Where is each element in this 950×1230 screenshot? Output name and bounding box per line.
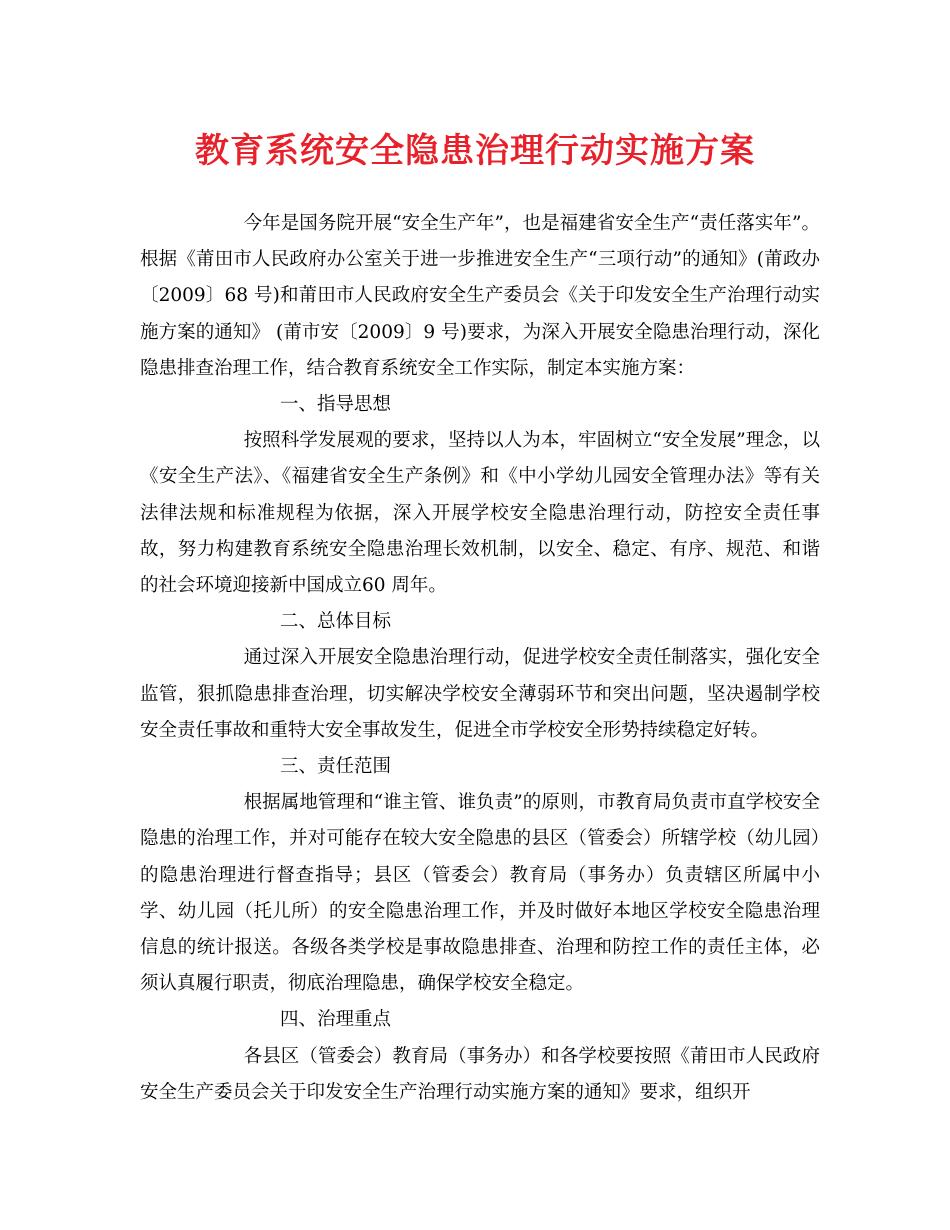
paragraph-intro: 今年是国务院开展“安全生产年”，也是福建省安全生产“责任落实年”。根据《莆田市人民政府办公室关于进一步推进安全生产“三项行动”的通知》(莆政办〔2009〕68 号)和莆田市人民政府安全生产委员会《关于印发安全生产治理行动实施方案的通知》 (莆市安〔2009〕9 号)要求，为深入开展安全隐患治理行动，深化隐患排查治理工作，结合教育系统安全工作实际，制定本实施方案： [140, 213, 820, 379]
paragraph-guiding-ideology: 按照科学发展观的要求，坚持以人为本，牢固树立“安全发展”理念，以《安全生产法》、《福建省安全生产条例》和《中小学幼儿园安全管理办法》等有关法律法规和标准规程为依据，深入开展学校安全隐患治理行动，防控安全责任事故，努力构建教育系统安全隐患治理长效机制，以安全、稳定、有序、规范、和谐的社会环境迎接新中国成立60 周年。 [140, 430, 820, 597]
section-heading-4: 四、治理重点 [280, 1009, 392, 1031]
document-body [140, 206, 820, 1111]
section-heading-1: 一、指导思想 [280, 394, 392, 416]
document-title: 教育系统安全隐患治理行动实施方案 [195, 131, 755, 171]
section-heading-2: 二、总体目标 [280, 611, 392, 633]
section-heading-3: 三、责任范围 [280, 756, 392, 778]
paragraph-governance-focus: 各县区（管委会）教育局（事务办）和各学校要按照《莆田市人民政府安全生产委员会关于印发安全生产治理行动实施方案的通知》要求，组织开 [140, 1045, 820, 1103]
paragraph-responsibility-scope: 根据属地管理和“谁主管、谁负责”的原则，市教育局负责市直学校安全隐患的治理工作，并对可能存在较大安全隐患的县区（管委会）所辖学校（幼儿园）的隐患治理进行督查指导；县区（管委会）教育局（事务办）负责辖区所属中小学、幼儿园（托儿所）的安全隐患治理工作，并及时做好本地区学校安全隐患治理信息的统计报送。各级各类学校是事故隐患排查、治理和防控工作的责任主体，必须认真履行职责，彻底治理隐患，确保学校安全稳定。 [140, 792, 820, 995]
paragraph-overall-goal: 通过深入开展安全隐患治理行动，促进学校安全责任制落实，强化安全监管，狠抓隐患排查治理，切实解决学校安全薄弱环节和突出问题，坚决遏制学校安全责任事故和重特大安全事故发生，促进全市学校安全形势持续稳定好转。 [140, 647, 820, 741]
